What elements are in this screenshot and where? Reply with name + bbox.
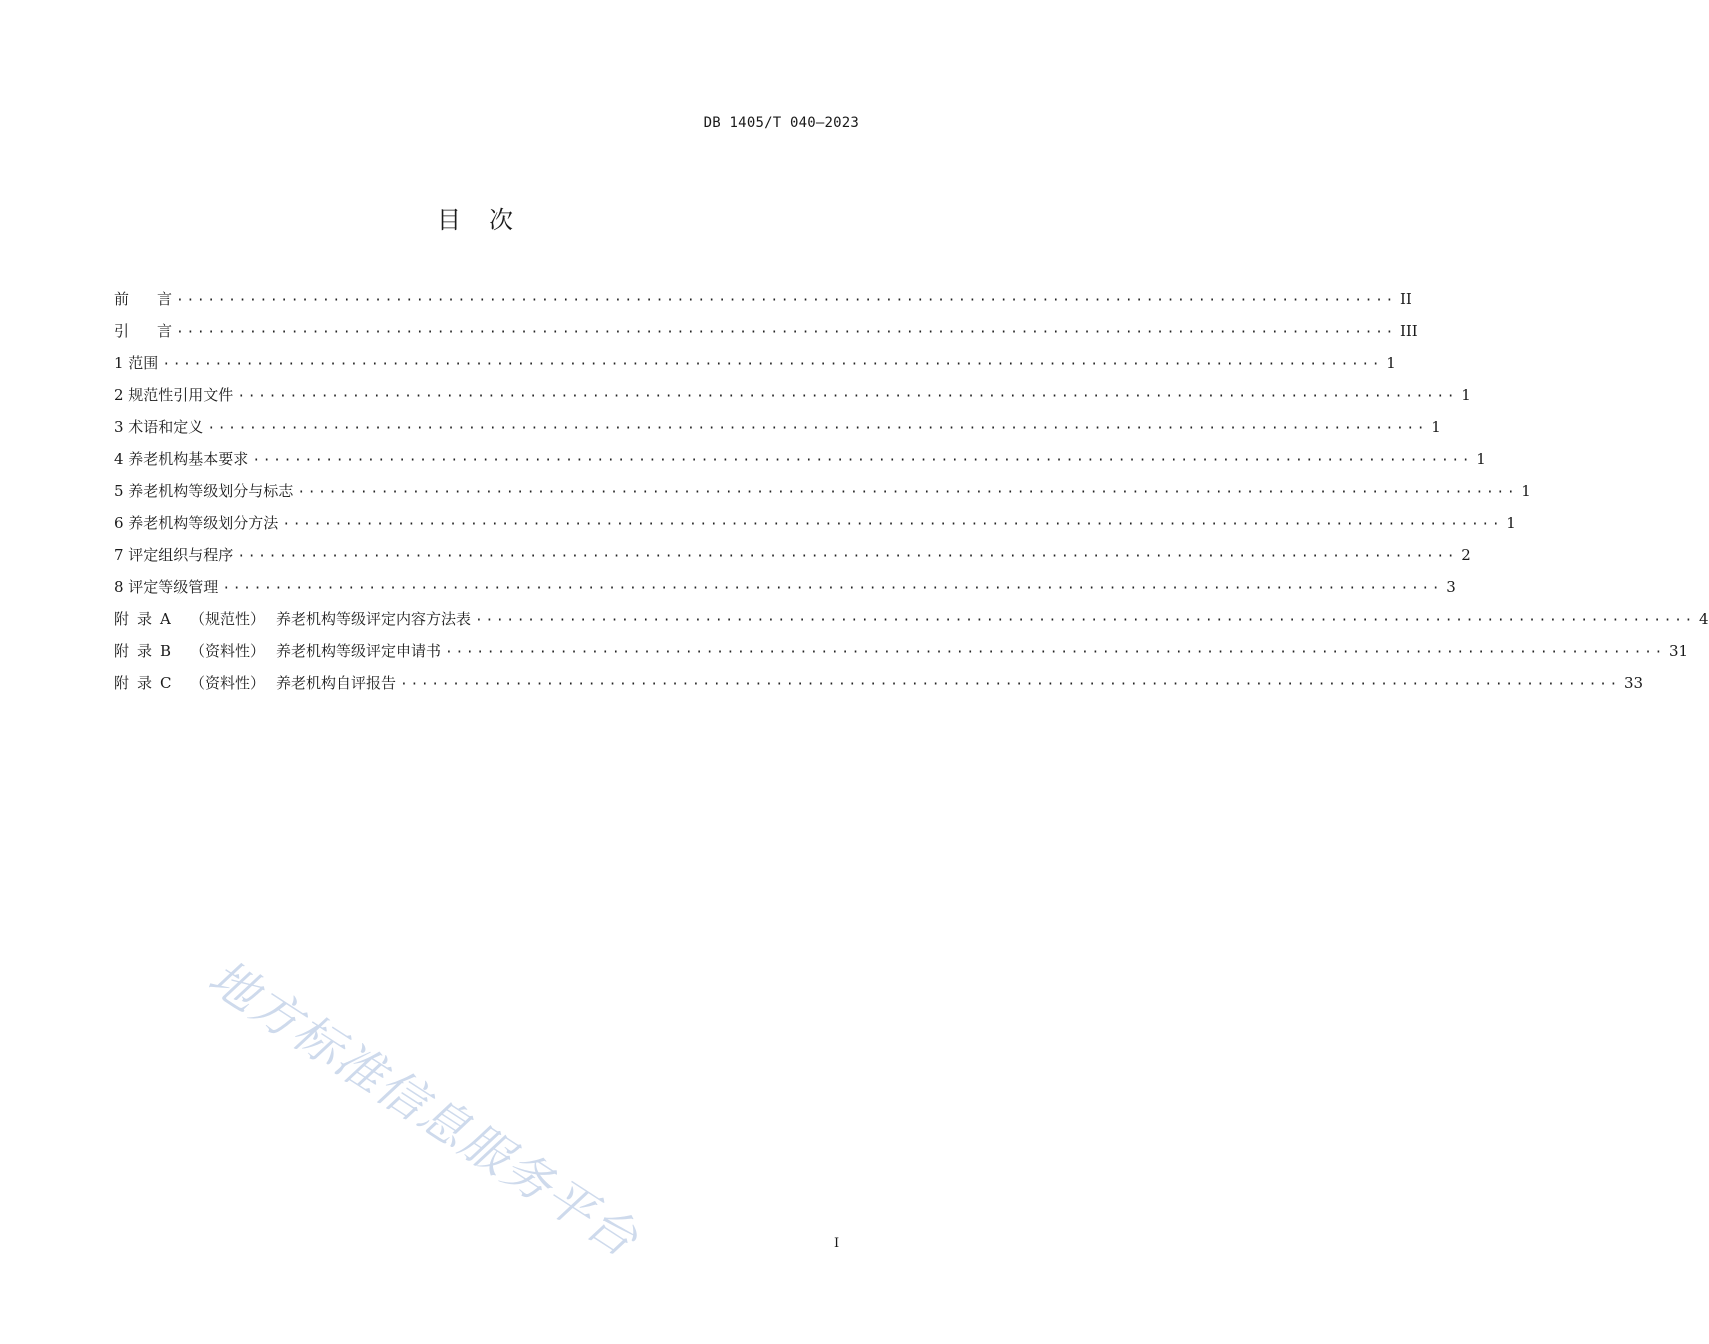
toc-label: 1 范围 — [114, 354, 159, 372]
toc-item-appendix-c[interactable] — [114, 669, 1644, 701]
toc-leader-dots: ····················································································································· — [252, 453, 1473, 468]
toc-label: 附录A （规范性） 养老机构等级评定内容方法表 — [114, 610, 472, 628]
toc-leader-dots: ····················································································································· — [475, 613, 1695, 628]
toc-item-terms-definitions[interactable] — [114, 413, 1441, 445]
toc-item-grade-management[interactable] — [114, 573, 1456, 605]
toc-page-number: 1 — [1431, 418, 1441, 436]
toc-leader-dots: ····················································································································· — [297, 485, 1518, 500]
table-of-contents — [114, 285, 1709, 701]
title-char-1: 目 — [437, 206, 461, 234]
toc-item-grade-division-marks[interactable] — [114, 477, 1531, 509]
toc-label: 7 评定组织与程序 — [114, 546, 234, 564]
toc-item-normative-references[interactable] — [114, 381, 1471, 413]
toc-leader-dots: ····················································································································· — [207, 421, 1428, 436]
toc-page-number: 3 — [1446, 578, 1456, 596]
toc-leader-dots: ····················································································································· — [237, 389, 1458, 404]
toc-leader-dots: ····················································································································· — [237, 549, 1458, 564]
toc-leader-dots: ····················································································································· — [400, 677, 1620, 692]
toc-item-appendix-a[interactable] — [114, 605, 1709, 637]
toc-page-number: 1 — [1506, 514, 1516, 532]
toc-leader-dots: ····················································································································· — [445, 645, 1665, 660]
page-number: I — [834, 1236, 840, 1251]
toc-item-introduction[interactable] — [114, 317, 1418, 349]
toc-page-number: 1 — [1476, 450, 1486, 468]
document-code: DB 1405/T 040—2023 — [703, 115, 859, 131]
toc-label: 2 规范性引用文件 — [114, 386, 234, 404]
toc-label: 5 养老机构等级划分与标志 — [114, 482, 294, 500]
toc-label: 3 术语和定义 — [114, 418, 204, 436]
toc-item-organization-procedure[interactable] — [114, 541, 1471, 573]
toc-label: 附录B （资料性） 养老机构等级评定申请书 — [114, 642, 442, 660]
toc-page-number: 1 — [1461, 386, 1471, 404]
toc-leader-dots: ····················································································································· — [176, 325, 1396, 340]
toc-page-number: 4 — [1698, 610, 1709, 628]
toc-leader-dots: ····················································································································· — [282, 517, 1503, 532]
toc-page-number: 1 — [1386, 354, 1396, 372]
toc-label: 引 言 — [114, 322, 173, 340]
toc-page-number: 33 — [1623, 674, 1644, 692]
toc-page-number: 1 — [1521, 482, 1531, 500]
toc-page-number: II — [1399, 290, 1412, 308]
toc-leader-dots: ····················································································································· — [162, 357, 1383, 372]
toc-label: 8 评定等级管理 — [114, 578, 219, 596]
toc-page-number: 31 — [1668, 642, 1689, 660]
toc-page-number: 2 — [1461, 546, 1471, 564]
toc-label: 前 言 — [114, 290, 173, 308]
page-title — [0, 200, 950, 235]
toc-page-number: III — [1399, 322, 1418, 340]
toc-item-scope[interactable] — [114, 349, 1396, 381]
toc-leader-dots: ····················································································································· — [176, 293, 1396, 308]
toc-label: 4 养老机构基本要求 — [114, 450, 249, 468]
title-char-2: 次 — [489, 206, 513, 234]
toc-item-appendix-b[interactable] — [114, 637, 1689, 669]
toc-leader-dots: ····················································································································· — [222, 581, 1443, 596]
toc-label: 附录C （资料性） 养老机构自评报告 — [114, 674, 397, 692]
toc-label: 6 养老机构等级划分方法 — [114, 514, 279, 532]
watermark: 地方标准信息服务平台 — [198, 949, 649, 1269]
toc-item-basic-requirements[interactable] — [114, 445, 1486, 477]
toc-item-foreword[interactable] — [114, 285, 1412, 317]
toc-item-grade-division-method[interactable] — [114, 509, 1516, 541]
